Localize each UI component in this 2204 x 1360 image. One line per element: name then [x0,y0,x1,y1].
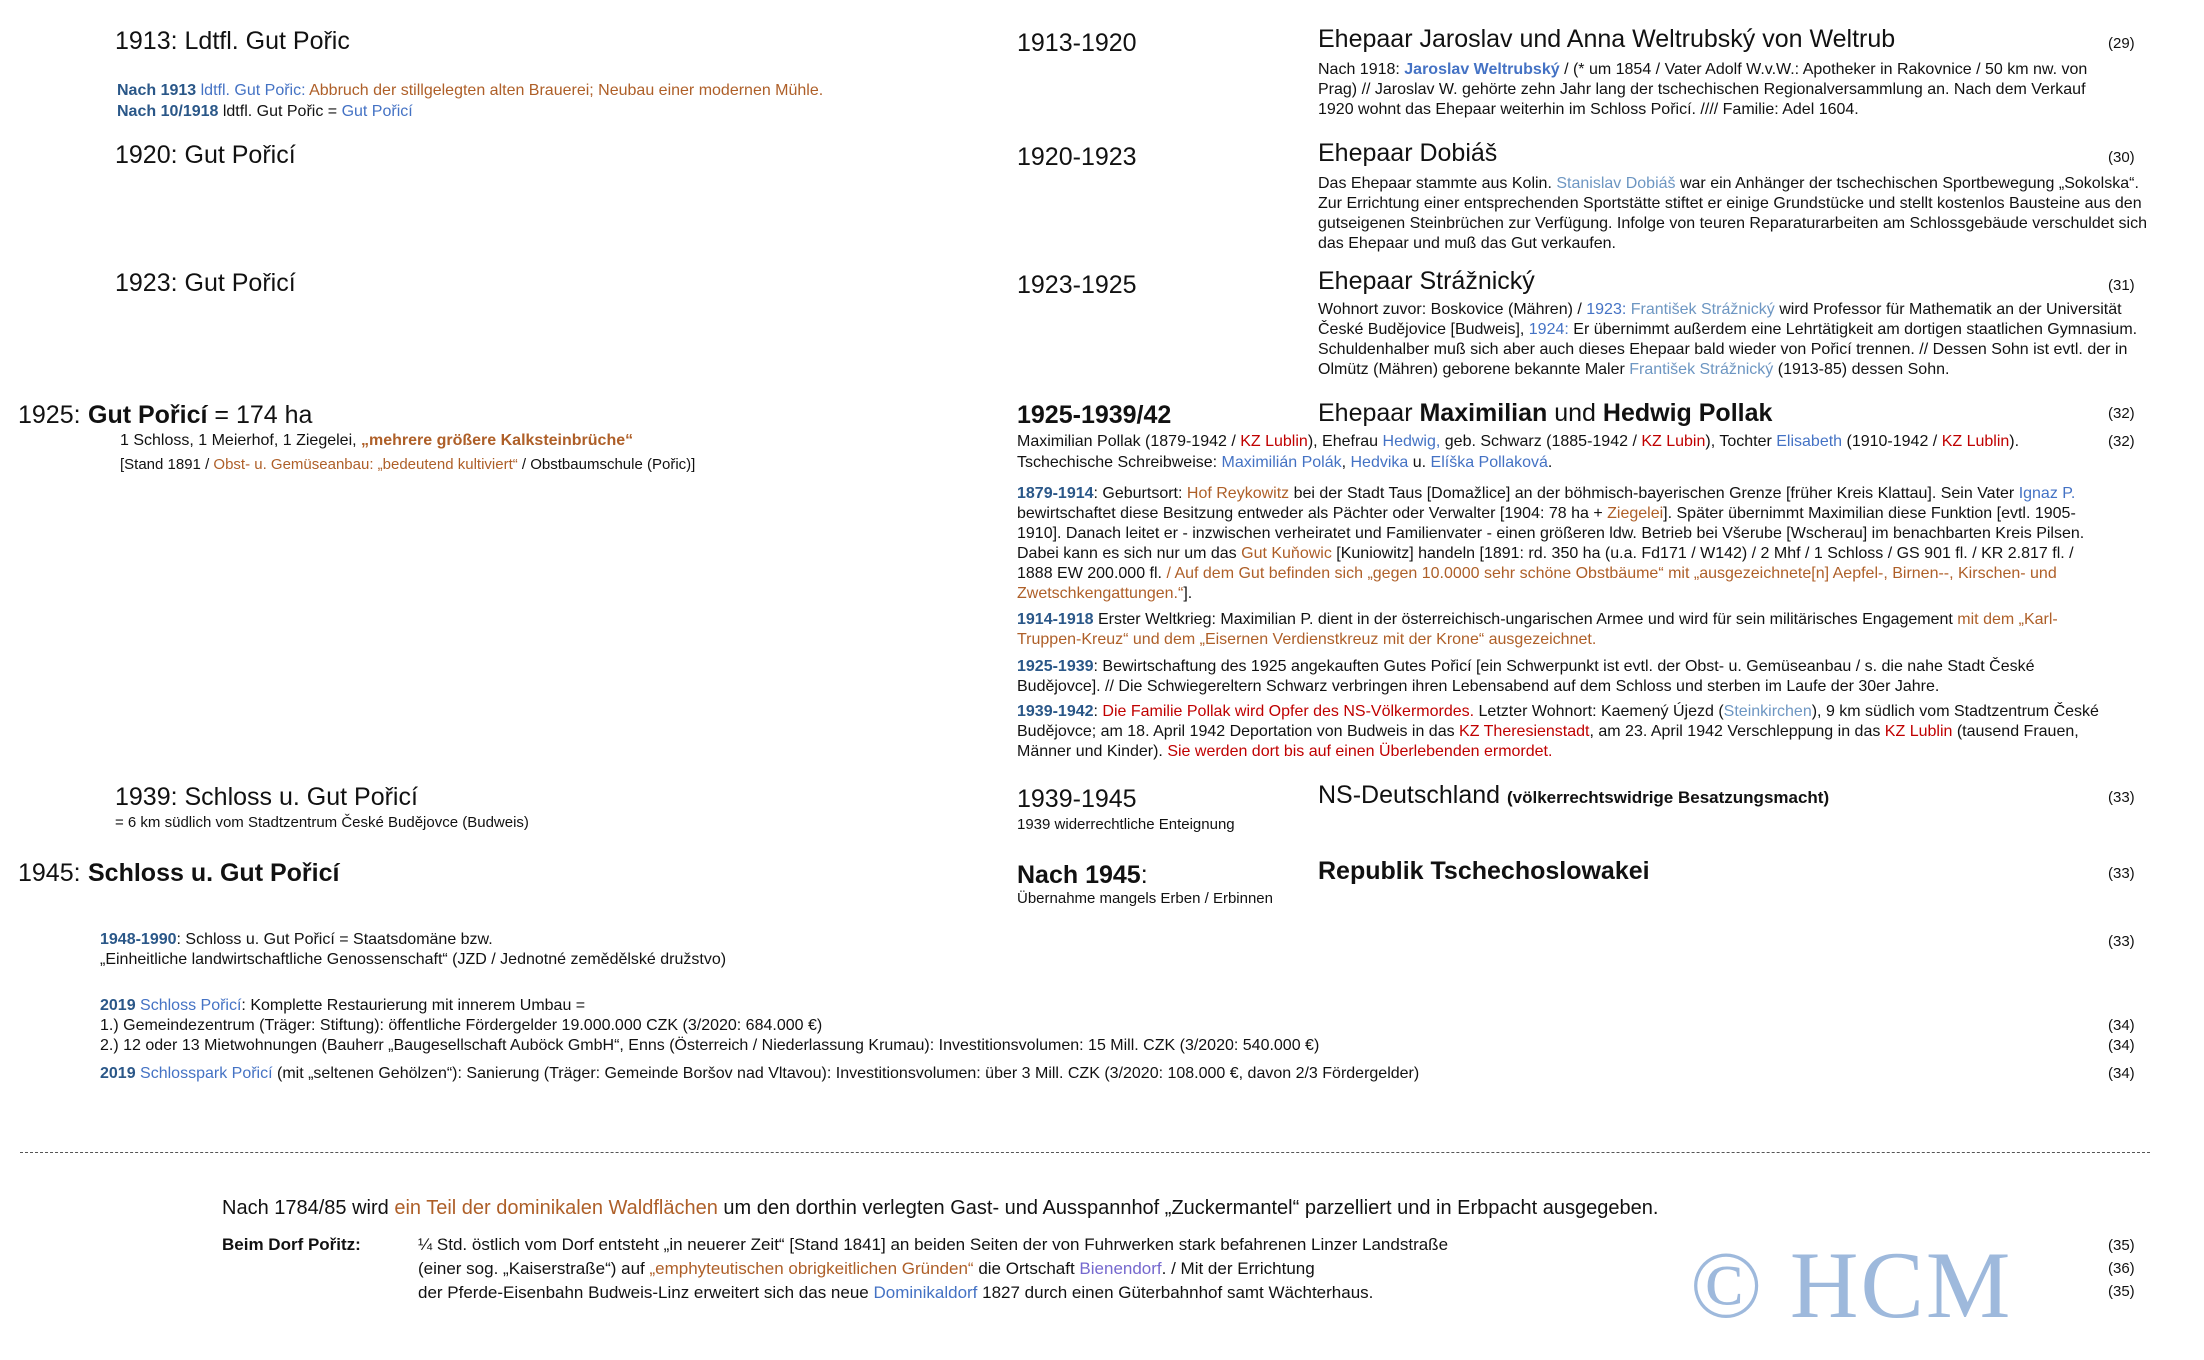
renov2019-line-1: 2019 Schloss Pořicí: Komplette Restaurierung mit innerem Umbau = [100,997,586,1014]
footer-label: Beim Dorf Pořitz: [222,1235,361,1254]
entry-1925-owner-heading: Ehepaar Maximilian und Hedwig Pollak [1318,399,1773,427]
entry-1939-sub: = 6 km südlich vom Stadtzentrum České Budějovce (Budweis) [115,814,529,831]
ref-34c: (34) [2108,1065,2135,1082]
ref-34b: (34) [2108,1037,2135,1054]
ref-33c: (33) [2108,933,2135,950]
ref-31: (31) [2108,277,2135,294]
entry-1920-owner-heading: Ehepaar Dobiáš [1318,139,1498,167]
entry-1923-owner-heading: Ehepaar Strážnický [1318,267,1535,295]
renov2019-line-3: 2.) 12 oder 13 Mietwohnungen (Bauherr „Baugesellschaft Auböck GmbH“, Enns (Österreich / Niederlassung Krumau): Investitionsvolumen: 15 Mill. CZK (3/2020: 540.000 €) [100,1037,1320,1054]
pollak-family-line: Maximilian Pollak (1879-1942 / KZ Lublin), Ehefrau Hedwig, geb. Schwarz (1885-1942 / KZ Lubin), Tochter Elisabeth (1910-1942 / KZ Lublin). [1017,433,2020,450]
ref-32a: (32) [2108,405,2135,422]
entry-1925-sub2: [Stand 1891 / Obst- u. Gemüseanbau: „bedeutend kultiviert“ / Obstbaumschule (Pořic)] [120,456,696,473]
entry-1923-date-range: 1923-1925 [1017,271,1137,299]
entry-1923-title: 1923: Gut Pořicí [115,269,296,297]
entry-1939-owner-heading: NS-Deutschland (völkerrechtswidrige Besatzungsmacht) [1318,781,1830,809]
entry-1920-title: 1920: Gut Pořicí [115,141,296,169]
footer-line-3: der Pferde-Eisenbahn Budweis-Linz erweitert sich das neue Dominikaldorf 1827 durch einen Güterbahnhof samt Wächterhaus. [418,1283,1374,1302]
pollak-para-1879-1914: 1879-1914: Geburtsort: Hof Reykowitz bei der Stadt Taus [Domažlice] an der böhmisch-bayerischen Grenze [früher Kreis Klattau]. Sein Vater Ignaz P. bewirtschaftet diese Besitzung entweder als Pächter oder Verwalter [1904: 78 ha + Ziegelei]. Später übernimmt Maximilian diese Funktion [evtl. 1905-1910]. Danach leitet er - inzwischen verheiratet und Familienvater - einen größeren ldw. Betrieb bei Všerube [Wscherau] im benachbarten Kreis Pilsen. Dabei kann es sich nur um das Gut Kuňowic [Kuniowitz] handeln [1891: rd. 350 ha (u.a. Fd171 / W142) / 2 Mhf / 1 Schloss / GS 901 fl. / KR 2.817 fl. / 1888 EW 200.000 fl. / Auf dem Gut befinden sich „gegen 10.0000 sehr schöne Obstbäume“ mit „ausgezeichnete[n] Aepfel-, Birnen--, Kirschen- und Zwetschkengattungen.“]. [1017,485,2085,602]
entry-1939-date-range: 1939-1945 [1017,785,1137,813]
footer-line-1: ¼ Std. östlich vom Dorf entsteht „in neuerer Zeit“ [Stand 1841] an beiden Seiten der von Fuhrwerken stark befahrenen Linzer Landstraße [418,1235,1449,1254]
entry-1925-date-range: 1925-1939/42 [1017,401,1172,429]
entry-1945-date-sub: Übernahme mangels Erben / Erbinnen [1017,890,1273,907]
pollak-para-1925-1939: 1925-1939: Bewirtschaftung des 1925 angekauften Gutes Pořicí [ein Schwerpunkt ist evtl. der Obst- u. Gemüseanbau / s. die nahe Stadt České Budějovce]. // Die Schwiegereltern Schwarz verbringen ihren Lebensabend auf dem Schloss und sterben im Laufe der 30er Jahre. [1017,658,2035,695]
entry-1913-date-range: 1913-1920 [1017,29,1137,57]
ref-33a: (33) [2108,789,2135,806]
entry-1939-title: 1939: Schloss u. Gut Pořicí [115,783,418,811]
entry-1913-owner-body: Nach 1918: Jaroslav Weltrubský / (* um 1854 / Vater Adolf W.v.W.: Apotheker in Rakovnice / 50 km nw. von Prag) // Jaroslav W. gehörte zehn Jahr lang der tschechischen Regionalversammlung an. Nach dem Verkauf 1920 wohnt das Ehepaar weiterhin im Schloss Pořicí. //// Familie: Adel 1604. [1318,61,2088,118]
entry-1925-sub1: 1 Schloss, 1 Meierhof, 1 Ziegelei, „mehrere größere Kalksteinbrüche“ [120,432,634,449]
renov2019-line-2: 1.) Gemeindezentrum (Träger: Stiftung): öffentliche Fördergelder 19.000.000 CZK (3/2020: 684.000 €) [100,1017,823,1034]
entry-1945-title: Schloss u. Gut Pořicí [88,859,340,887]
renov2019-park-line: 2019 Schlosspark Pořicí (mit „seltenen Gehölzen“): Sanierung (Träger: Gemeinde Boršov nad Vltavou): Investitionsvolumen: über 3 Mill. CZK (3/2020: 108.000 €, davon 2/3 Fördergelder) [100,1065,1420,1082]
entry-1923-owner-body: Wohnort zuvor: Boskovice (Mähren) / 1923: František Strážnický wird Professor für Mathematik an der Universität České Budějovice [Budweis], 1924: Er übernimmt außerdem eine Lehrtätigkeit am dortigen staatlichen Gymnasium. Schuldenhalber muß sich aber auch dieses Ehepaar bald wieder von Pořicí trennen. // Dessen Sohn ist evtl. der in Olmütz (Mähren) geborene bekannte Maler František Strážnický (1913-85) dessen Sohn. [1318,301,2138,378]
entry-1913-note-1: Nach 1913 ldtfl. Gut Pořic: Abbruch der stillgelegten alten Brauerei; Neubau einer modernen Mühle. [117,82,824,99]
entry-1925-title: Gut Pořicí = 174 ha [88,401,313,429]
entry-1920-owner-body: Das Ehepaar stammte aus Kolin. Stanislav Dobiáš war ein Anhänger der tschechischen Sportbewegung „Sokolska“. Zur Errichtung einer entsprechenden Sportstätte stiftet er einige Grundstücke und stellt kostenlos Bausteine aus den gutseigenen Steinbrüchen zur Verfügung. Infolge von teuren Reparaturarbeiten am Schlossgebäude verschuldet sich das Ehepaar und muß das Gut verkaufen. [1318,175,2147,252]
ref-34a: (34) [2108,1017,2135,1034]
ref-36: (36) [2108,1260,2135,1277]
pollak-czech-spelling-line: Tschechische Schreibweise: Maximilián Polák, Hedvika u. Elíška Pollaková. [1017,454,1553,471]
entry-1945-date-range: Nach 1945: [1017,861,1148,889]
ref-35b: (35) [2108,1283,2135,1300]
entry-1925-year: 1925: [18,401,81,429]
entry-1913-title: 1913: Ldtfl. Gut Pořic [115,27,350,55]
ref-29: (29) [2108,35,2135,52]
ref-35a: (35) [2108,1237,2135,1254]
ref-33b: (33) [2108,865,2135,882]
entry-1913-owner-heading: Ehepaar Jaroslav und Anna Weltrubský von Weltrub [1318,25,1896,53]
ref-32b: (32) [2108,433,2135,450]
footer-line-2: (einer sog. „Kaiserstraße“) auf „emphyteutischen obrigkeitlichen Gründen“ die Ortschaft Bienendorf. / Mit der Errichtung [418,1259,1315,1278]
pollak-para-1939-1942: 1939-1942: Die Familie Pollak wird Opfer des NS-Völkermordes. Letzter Wohnort: Kaemený Újezd (Steinkirchen), 9 km südlich vom Stadtzentrum České Budějovce; am 18. April 1942 Deportation von Budweis in das KZ Theresienstadt, am 23. April 1942 Verschleppung in das KZ Lublin (tausend Frauen, Männer und Kinder). Sie werden dort bis auf einen Überlebenden ermordet. [1017,703,2099,760]
post1948-line-1: 1948-1990: Schloss u. Gut Pořicí = Staatsdomäne bzw. [100,931,493,948]
ref-30: (30) [2108,149,2135,166]
entry-1945-year: 1945: [18,859,81,887]
entry-1920-date-range: 1920-1923 [1017,143,1137,171]
post1948-line-2: „Einheitliche landwirtschaftliche Genossenschaft“ (JZD / Jednotné zemědělské družstvo) [100,951,727,968]
entry-1939-date-sub: 1939 widerrechtliche Enteignung [1017,816,1235,833]
dashed-divider [20,1152,2150,1153]
footer-paragraph: Nach 1784/85 wird ein Teil der dominikalen Waldflächen um den dorthin verlegten Gast- und Ausspannhof „Zuckermantel“ parzelliert und in Erbpacht ausgegeben. [222,1197,1659,1219]
pollak-para-1914-1918: 1914-1918 Erster Weltkrieg: Maximilian P. dient in der österreichisch-ungarischen Armee und wird für sein militärisches Engagement mit dem „Karl-Truppen-Kreuz“ und dem „Eisernen Verdienstkreuz mit der Krone“ ausgezeichnet. [1017,611,2058,648]
hcm-watermark: © HCM [1690,1232,2013,1338]
entry-1945-owner-heading: Republik Tschechoslowakei [1318,857,1650,885]
entry-1913-note-2: Nach 10/1918 ldtfl. Gut Pořic = Gut Pořicí [117,103,413,120]
